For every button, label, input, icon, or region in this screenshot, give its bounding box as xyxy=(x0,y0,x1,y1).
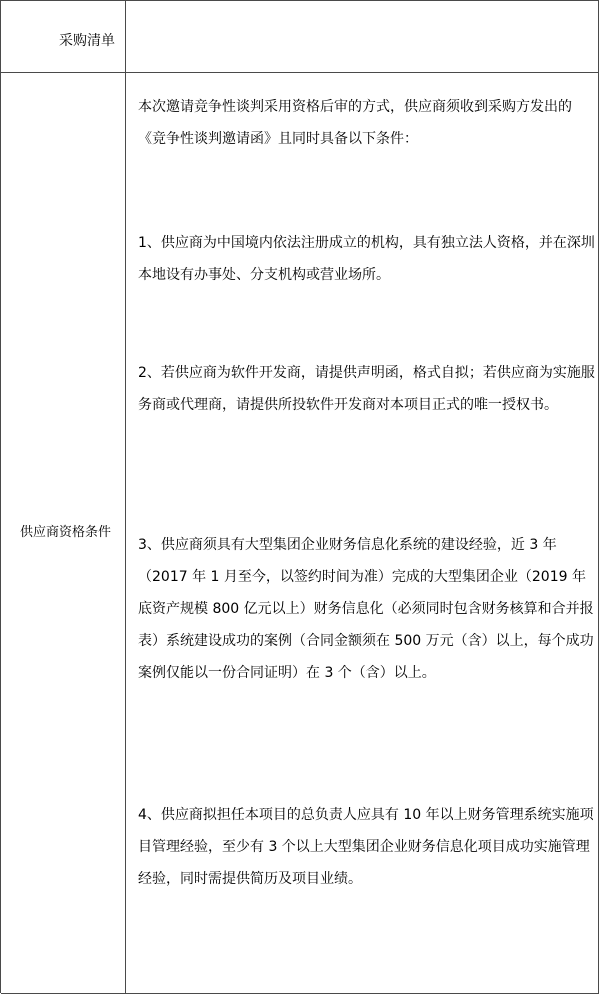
row-label-cell xyxy=(1,73,126,993)
condition-3-paragraph: 3、供应商须具有大型集团企业财务信息化系统的建设经验，近 3 年（2017 年 1 月至今，以签约时间为准）完成的大型集团企业（2019 年底资产规模 800 亿元以上）财务信息化（必须同时包含财务核算和合并报表）系统建设成功的案例（合同金额须在 500 万元（含）以上，每个成功案例仅能以一份合同证明）在 3 个（含）以上。 xyxy=(138,537,594,681)
supplier-qualification-label: 供应商资格条件 xyxy=(20,525,112,540)
intro-paragraph: 本次邀请竞争性谈判采用资格后审的方式，供应商须收到采购方发出的《竞争性谈判邀请函》且同时具备以下条件： xyxy=(138,99,572,147)
table-row xyxy=(1,73,599,994)
condition-1-paragraph: 1、供应商为中国境内依法注册成立的机构，具有独立法人资格，并在深圳本地设有办事处、分支机构或营业场所。 xyxy=(138,235,595,283)
supplier-qualification-content xyxy=(126,73,599,993)
condition-2-paragraph: 2、若供应商为软件开发商，请提供声明函，格式自拟；若供应商为实施服务商或代理商，请提供所投软件开发商对本项目正式的唯一授权书。 xyxy=(138,365,595,413)
procurement-list-content xyxy=(126,1,599,72)
row-label-cell xyxy=(1,1,126,72)
condition-4-paragraph: 4、供应商拟担任本项目的总负责人应具有 10 年以上财务管理系统实施项目管理经验，至少有 3 个以上大型集团企业财务信息化项目成功实施管理经验，同时需提供简历及项目业绩。 xyxy=(138,807,594,887)
table-row xyxy=(1,1,599,73)
procurement-list-label: 采购清单 xyxy=(59,33,115,49)
